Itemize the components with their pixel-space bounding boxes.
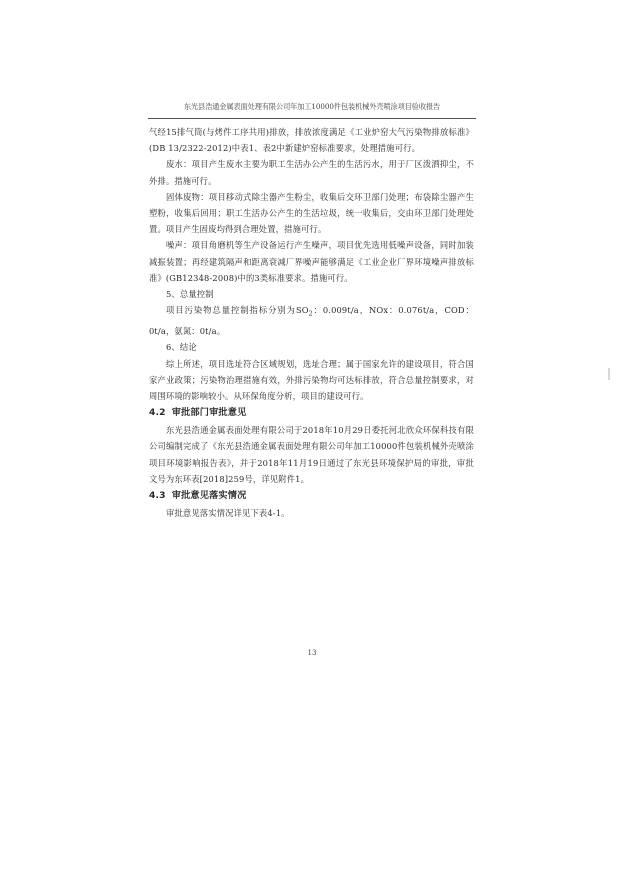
section-heading-4-3 [149,487,474,505]
subheading-conclusion: 6、结论 [166,342,197,353]
total-control-text-b: ：0.009t/a，NOx：0.076t/a，COD：0t/a，氨氮：0t/a。 [149,305,474,337]
running-header: 东光县浩通金属表面处理有限公司年加工10000件包装机械外壳喷涂项目验收报告 [183,102,441,111]
header-divider [148,118,476,119]
section-heading-4-2 [149,404,474,422]
section-title-4-2: 审批部门审批意见 [171,407,247,419]
so2-subscript: 2 [308,310,313,318]
paragraph-approval: 东光县浩通金属表面处理有限公司于2018年10月29日委托河北欣众环保科技有限公司编制完成了《东光县浩通金属表面处理有限公司年加工10000件包装机械外壳喷涂项目环境影响报告表》，并于2018年11月19日通过了东光县环境保护局的审批，审批文号为东环表[2018]259号，详见附件1。 [149,425,474,484]
section-number-4-3: 4.3 [149,489,166,501]
paragraph-total-control [149,302,474,339]
paragraph-noise: 噪声：项目角磨机等生产设备运行产生噪声，项目优先选用低噪声设备，同时加装减振装置；再经建筑隔声和距离衰减厂界噪声能够满足《工业企业厂界环境噪声排放标准》(GB12348-2008)中的3类标准要求。措施可行。 [149,240,474,283]
paragraph-wastewater: 废水：项目产生废水主要为职工生活办公产生的生活污水，用于厂区泼洒抑尘，不外排。措施可行。 [149,159,474,186]
paragraph-exhaust: 气经15排气筒(与烤件工序共用)排放，排放浓度满足《工业炉窑大气污染物排放标准》(DB 13/2322-2012)中表1、表2中新建炉窑标准要求，处理措施可行。 [149,127,474,154]
paragraph-implementation: 审批意见落实情况详见下表4-1。 [166,507,290,518]
section-title-4-3: 审批意见落实情况 [171,489,247,501]
subheading-total-control: 5、总量控制 [166,289,214,300]
section-number-4-2: 4.2 [149,407,166,419]
total-control-text-a: 项目污染物总量控制指标分别为SO [166,305,309,316]
page-number: 13 [307,649,317,657]
body-text [149,124,474,521]
paragraph-conclusion: 综上所述，项目选址符合区域规划，选址合理；属于国家允许的建设项目，符合国家产业政策；污染物治理措施有效，外排污染物均可达标排放，符合总量控制要求，对周围环境的影响较小。从环保角度分析，项目的建设可行。 [149,358,474,401]
scan-edge-mark [608,368,610,380]
paragraph-solid-waste: 固体废物：项目移动式除尘器产生粉尘，收集后交环卫部门处理；布袋除尘器产生塑粉，收集后回用；职工生活办公产生的生活垃圾，统一收集后，交由环卫部门处理处置。项目产生固废均得到合理处置，措施可行。 [149,191,474,235]
